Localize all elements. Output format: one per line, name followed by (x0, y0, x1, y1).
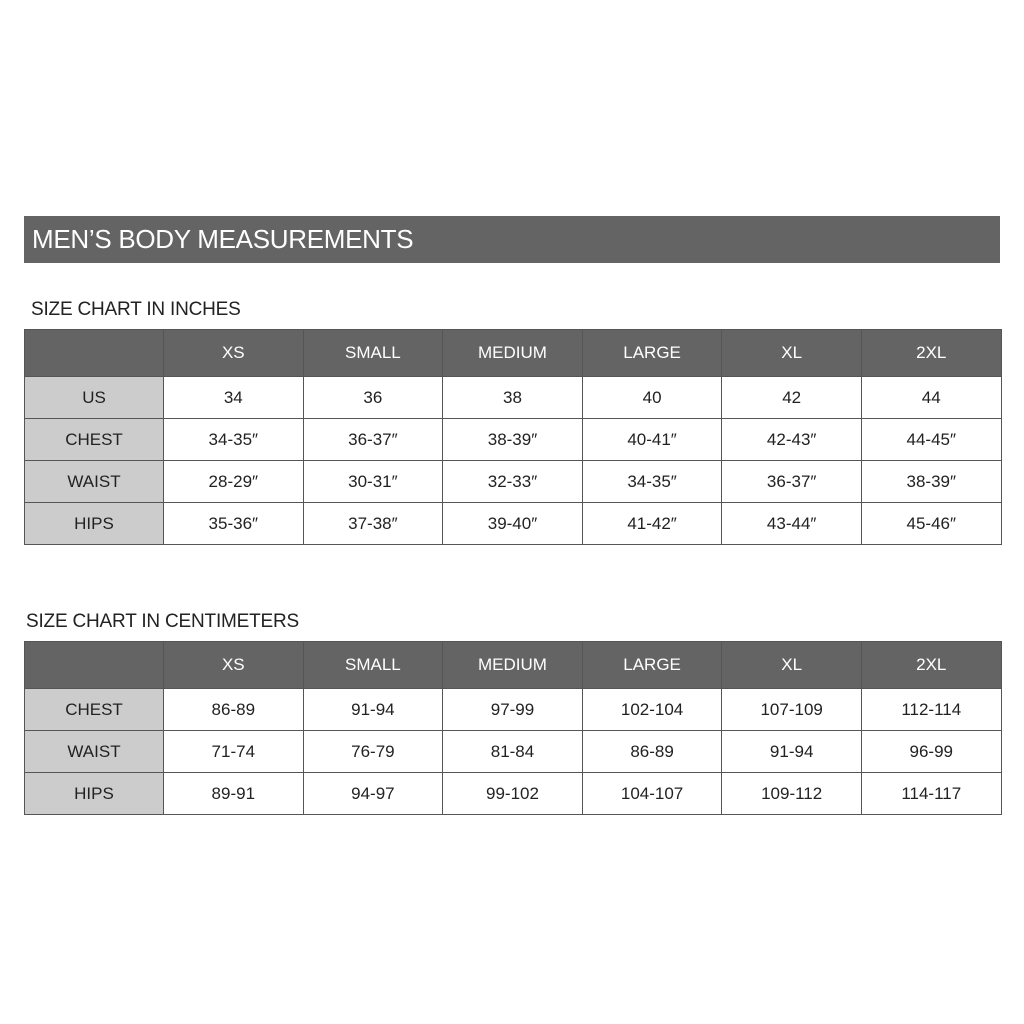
table-cell: 34-35″ (164, 419, 304, 461)
table-cell: 44-45″ (861, 419, 1001, 461)
header-size-xl: XL (722, 330, 862, 377)
table-row-hips (25, 503, 1002, 545)
row-label: US (25, 377, 164, 419)
row-label: WAIST (25, 731, 164, 773)
table-cell: 35-36″ (164, 503, 304, 545)
table-cell: 42 (722, 377, 862, 419)
table-cell: 45-46″ (861, 503, 1001, 545)
header-size-xs: XS (164, 330, 304, 377)
table-cell: 36 (303, 377, 443, 419)
header-corner-cell (25, 330, 164, 377)
table-cell: 41-42″ (582, 503, 722, 545)
header-size-small: SMALL (303, 642, 443, 689)
table-cell: 89-91 (164, 773, 304, 815)
header-size-2xl: 2XL (861, 330, 1001, 377)
table-cell: 30-31″ (303, 461, 443, 503)
title-banner (24, 216, 1000, 263)
table-cell: 38 (443, 377, 583, 419)
table-cell: 86-89 (582, 731, 722, 773)
header-size-medium: MEDIUM (443, 330, 583, 377)
table-cell: 81-84 (443, 731, 583, 773)
header-size-small: SMALL (303, 330, 443, 377)
table-cell: 34-35″ (582, 461, 722, 503)
table-cell: 107-109 (722, 689, 862, 731)
table-row-hips (25, 773, 1002, 815)
table-cell: 44 (861, 377, 1001, 419)
table-row-chest (25, 419, 1002, 461)
table-row-us (25, 377, 1002, 419)
table-cell: 38-39″ (443, 419, 583, 461)
inches-section-title: SIZE CHART IN INCHES (31, 299, 241, 320)
centimeters-size-table (24, 641, 1002, 815)
table-cell: 43-44″ (722, 503, 862, 545)
table-cell: 91-94 (303, 689, 443, 731)
row-label: HIPS (25, 503, 164, 545)
header-corner-cell (25, 642, 164, 689)
table-cell: 114-117 (861, 773, 1001, 815)
table-row-waist (25, 461, 1002, 503)
header-size-large: LARGE (582, 642, 722, 689)
table-cell: 91-94 (722, 731, 862, 773)
row-label: CHEST (25, 689, 164, 731)
table-cell: 99-102 (443, 773, 583, 815)
table-cell: 40-41″ (582, 419, 722, 461)
row-label: WAIST (25, 461, 164, 503)
table-cell: 36-37″ (303, 419, 443, 461)
table-cell: 42-43″ (722, 419, 862, 461)
centimeters-header-row (25, 642, 1002, 689)
table-cell: 36-37″ (722, 461, 862, 503)
table-cell: 109-112 (722, 773, 862, 815)
table-cell: 96-99 (861, 731, 1001, 773)
header-size-xl: XL (722, 642, 862, 689)
table-cell: 28-29″ (164, 461, 304, 503)
header-size-large: LARGE (582, 330, 722, 377)
table-cell: 102-104 (582, 689, 722, 731)
header-size-2xl: 2XL (861, 642, 1001, 689)
row-label: HIPS (25, 773, 164, 815)
header-size-xs: XS (164, 642, 304, 689)
table-row-chest (25, 689, 1002, 731)
table-cell: 34 (164, 377, 304, 419)
row-label: CHEST (25, 419, 164, 461)
inches-size-table (24, 329, 1002, 545)
table-cell: 104-107 (582, 773, 722, 815)
table-cell: 32-33″ (443, 461, 583, 503)
table-cell: 39-40″ (443, 503, 583, 545)
table-cell: 38-39″ (861, 461, 1001, 503)
table-cell: 112-114 (861, 689, 1001, 731)
table-cell: 71-74 (164, 731, 304, 773)
centimeters-section-title: SIZE CHART IN CENTIMETERS (26, 611, 299, 632)
table-cell: 94-97 (303, 773, 443, 815)
page-title: MEN’S BODY MEASUREMENTS (32, 224, 414, 254)
table-row-waist (25, 731, 1002, 773)
header-size-medium: MEDIUM (443, 642, 583, 689)
table-cell: 97-99 (443, 689, 583, 731)
table-cell: 40 (582, 377, 722, 419)
inches-header-row (25, 330, 1002, 377)
table-cell: 37-38″ (303, 503, 443, 545)
table-cell: 86-89 (164, 689, 304, 731)
table-cell: 76-79 (303, 731, 443, 773)
